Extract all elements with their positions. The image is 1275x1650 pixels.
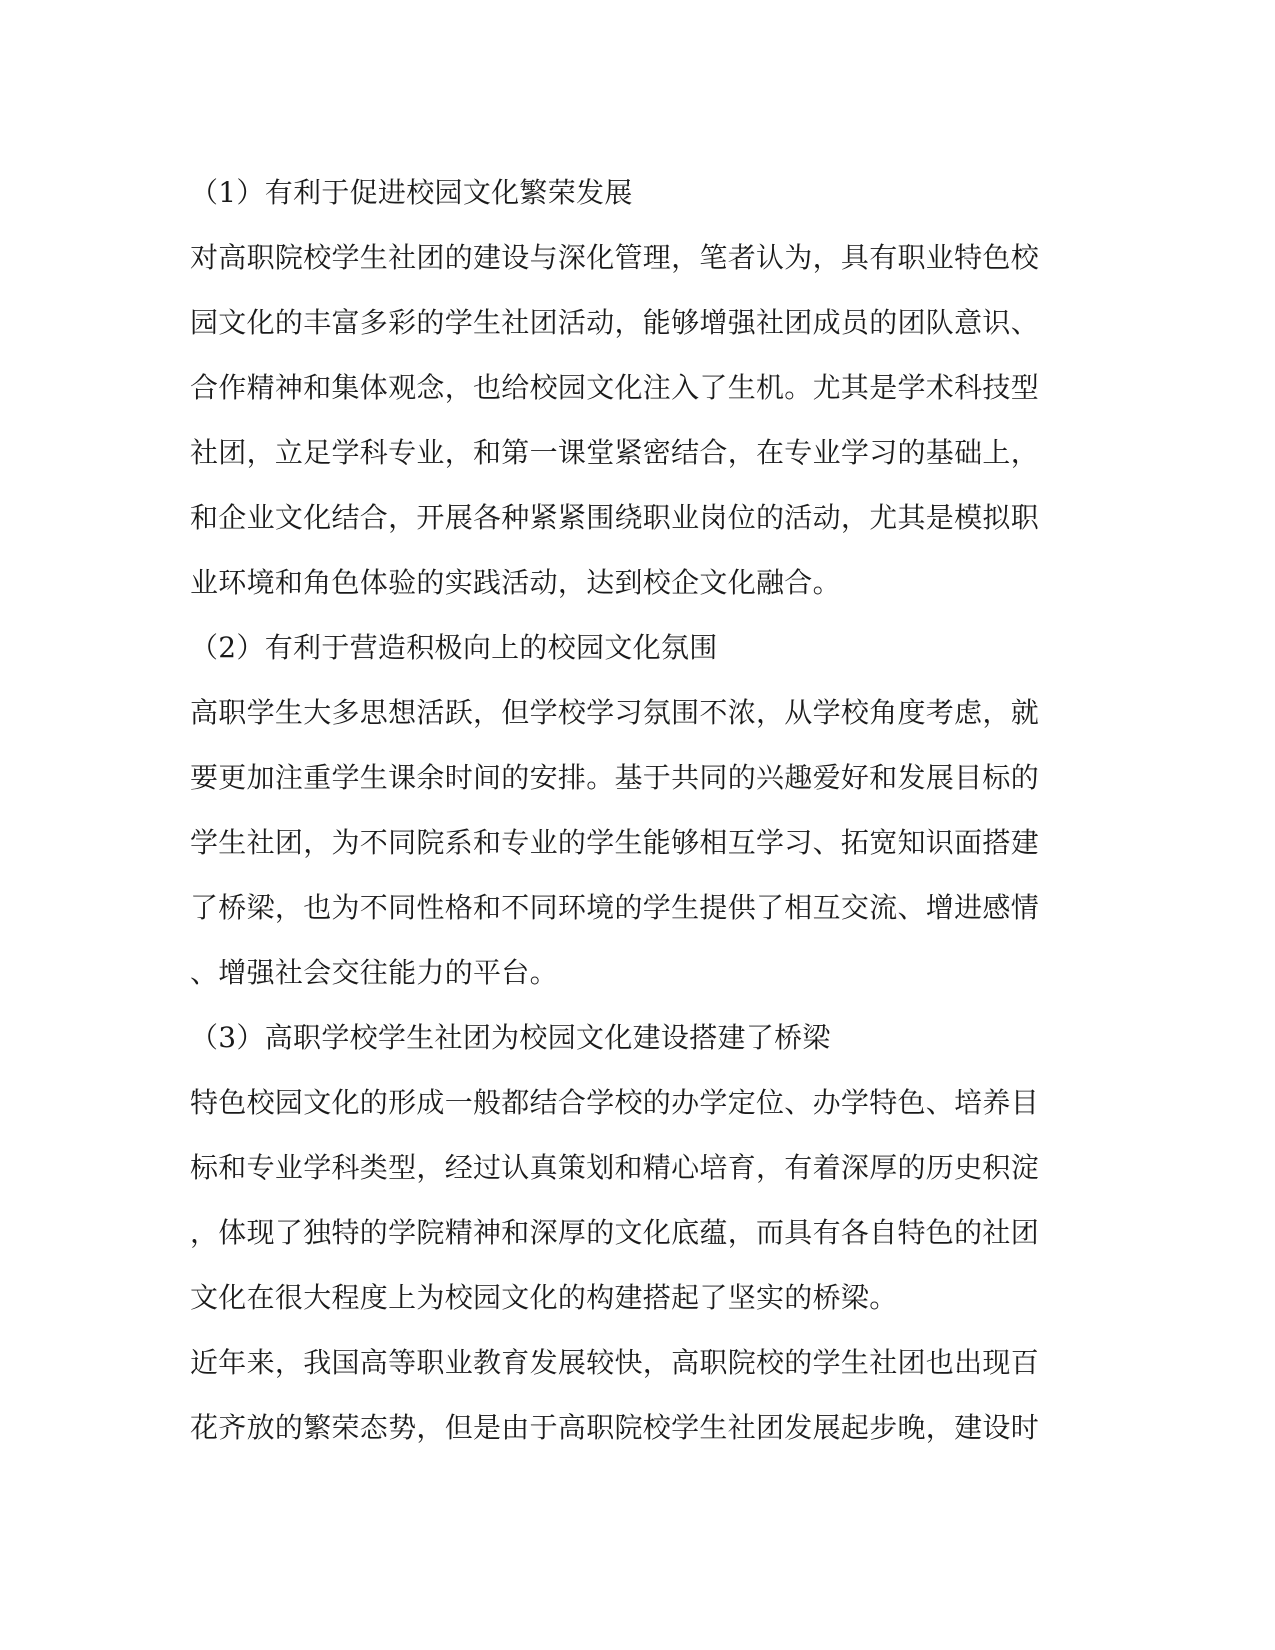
- paragraph-4-line-2: 花齐放的繁荣态势，但是由于高职院校学生社团发展起步晚，建设时: [190, 1411, 1040, 1444]
- paragraph-1-line-6: 业环境和角色体验的实践活动，达到校企文化融合。: [190, 566, 841, 599]
- paragraph-3-line-3: ，体现了独特的学院精神和深厚的文化底蕴，而具有各自特色的社团: [190, 1216, 1040, 1249]
- paragraph-1-line-1: 对高职院校学生社团的建设与深化管理，笔者认为，具有职业特色校: [190, 241, 1040, 274]
- paragraph-3-line-4: 文化在很大程度上为校园文化的构建搭起了坚实的桥梁。: [190, 1281, 898, 1314]
- paragraph-1-line-2: 园文化的丰富多彩的学生社团活动，能够增强社团成员的团队意识、: [190, 306, 1040, 339]
- paragraph-1-line-3: 合作精神和集体观念，也给校园文化注入了生机。尤其是学术科技型: [190, 371, 1040, 404]
- document-body: [190, 160, 1070, 1460]
- section-heading-3: （3）高职学校学生社团为校园文化建设搭建了桥梁: [190, 1021, 831, 1054]
- paragraph-2-line-5: 、增强社会交往能力的平台。: [190, 956, 558, 989]
- paragraph-2-line-1: 高职学生大多思想活跃，但学校学习氛围不浓，从学校角度考虑，就: [190, 696, 1040, 729]
- paragraph-2-line-2: 要更加注重学生课余时间的安排。基于共同的兴趣爱好和发展目标的: [190, 761, 1040, 794]
- paragraph-1-line-5: 和企业文化结合，开展各种紧紧围绕职业岗位的活动，尤其是模拟职: [190, 501, 1040, 534]
- paragraph-3-line-2: 标和专业学科类型，经过认真策划和精心培育，有着深厚的历史积淀: [190, 1151, 1040, 1184]
- paragraph-1-line-4: 社团，立足学科专业，和第一课堂紧密结合，在专业学习的基础上，: [190, 436, 1040, 469]
- paragraph-4-line-1: 近年来，我国高等职业教育发展较快，高职院校的学生社团也出现百: [190, 1346, 1040, 1379]
- paragraph-2-line-3: 学生社团，为不同院系和专业的学生能够相互学习、拓宽知识面搭建: [190, 826, 1040, 859]
- paragraph-3-line-1: 特色校园文化的形成一般都结合学校的办学定位、办学特色、培养目: [190, 1086, 1040, 1119]
- section-heading-2: （2）有利于营造积极向上的校园文化氛围: [190, 631, 718, 664]
- paragraph-2-line-4: 了桥梁，也为不同性格和不同环境的学生提供了相互交流、增进感情: [190, 891, 1040, 924]
- section-heading-1: （1）有利于促进校园文化繁荣发展: [190, 176, 633, 209]
